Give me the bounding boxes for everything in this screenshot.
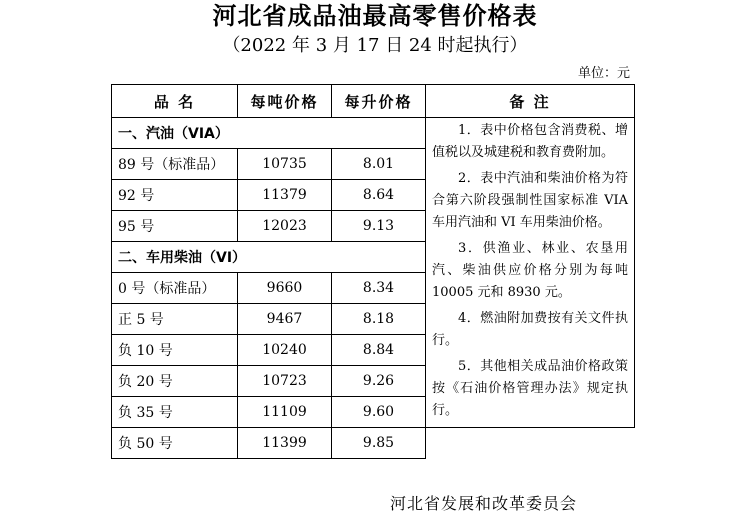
table-header-row xyxy=(112,85,635,118)
price-per-liter: 8.34 xyxy=(332,273,426,304)
price-per-ton: 10240 xyxy=(238,335,332,366)
product-name: 负 50 号 xyxy=(112,428,238,459)
issuer-signature: 河北省发展和改革委员会 xyxy=(390,494,578,513)
note-4: 4．燃油附加费按有关文件执行。 xyxy=(432,310,628,348)
price-per-ton: 11109 xyxy=(238,397,332,428)
section-label-diesel: 二、车用柴油（VI） xyxy=(112,242,426,273)
unit-label: 单位：元 xyxy=(577,66,630,81)
header-remarks: 备 注 xyxy=(426,85,635,118)
price-per-ton: 9467 xyxy=(238,304,332,335)
price-per-liter: 9.60 xyxy=(332,397,426,428)
price-table xyxy=(111,84,635,459)
product-name: 负 20 号 xyxy=(112,366,238,397)
header-product-name: 品 名 xyxy=(112,85,238,118)
product-name: 92 号 xyxy=(112,180,238,211)
remarks-cell xyxy=(426,118,635,428)
price-per-ton: 10735 xyxy=(238,149,332,180)
product-name: 正 5 号 xyxy=(112,304,238,335)
table-row xyxy=(112,428,635,459)
price-per-liter: 9.85 xyxy=(332,428,426,459)
product-name: 负 10 号 xyxy=(112,335,238,366)
note-2: 2．表中汽油和柴油价格为符合第六阶段强制性国家标准 VIA 车用汽油和 VI 车用柴油价格。 xyxy=(432,170,628,230)
header-price-per-liter: 每升价格 xyxy=(332,85,426,118)
price-per-ton: 12023 xyxy=(238,211,332,242)
note-1: 1．表中价格包含消费税、增值税以及城建税和教育费附加。 xyxy=(432,122,628,160)
note-3: 3．供渔业、林业、农垦用汽、柴油供应价格分别为每吨 10005 元和 8930 元。 xyxy=(432,240,628,300)
effective-date-subtitle: （2022 年 3 月 17 日 24 时起执行） xyxy=(222,35,528,56)
price-per-ton: 11399 xyxy=(238,428,332,459)
price-per-liter: 8.64 xyxy=(332,180,426,211)
price-per-ton: 9660 xyxy=(238,273,332,304)
product-name: 0 号（标准品） xyxy=(112,273,238,304)
header-price-per-ton: 每吨价格 xyxy=(238,85,332,118)
price-per-liter: 9.13 xyxy=(332,211,426,242)
section-row-gasoline xyxy=(112,118,635,149)
price-per-liter: 8.01 xyxy=(332,149,426,180)
note-5: 5．其他相关成品油价格政策按《石油价格管理办法》规定执行。 xyxy=(432,358,628,418)
section-label-gasoline: 一、汽油（VIA） xyxy=(112,118,426,149)
page-title: 河北省成品油最高零售价格表 xyxy=(212,2,538,30)
price-per-liter: 8.84 xyxy=(332,335,426,366)
price-per-liter: 9.26 xyxy=(332,366,426,397)
product-name: 负 35 号 xyxy=(112,397,238,428)
price-per-ton: 10723 xyxy=(238,366,332,397)
price-per-liter: 8.18 xyxy=(332,304,426,335)
product-name: 95 号 xyxy=(112,211,238,242)
price-per-ton: 11379 xyxy=(238,180,332,211)
product-name: 89 号（标准品） xyxy=(112,149,238,180)
